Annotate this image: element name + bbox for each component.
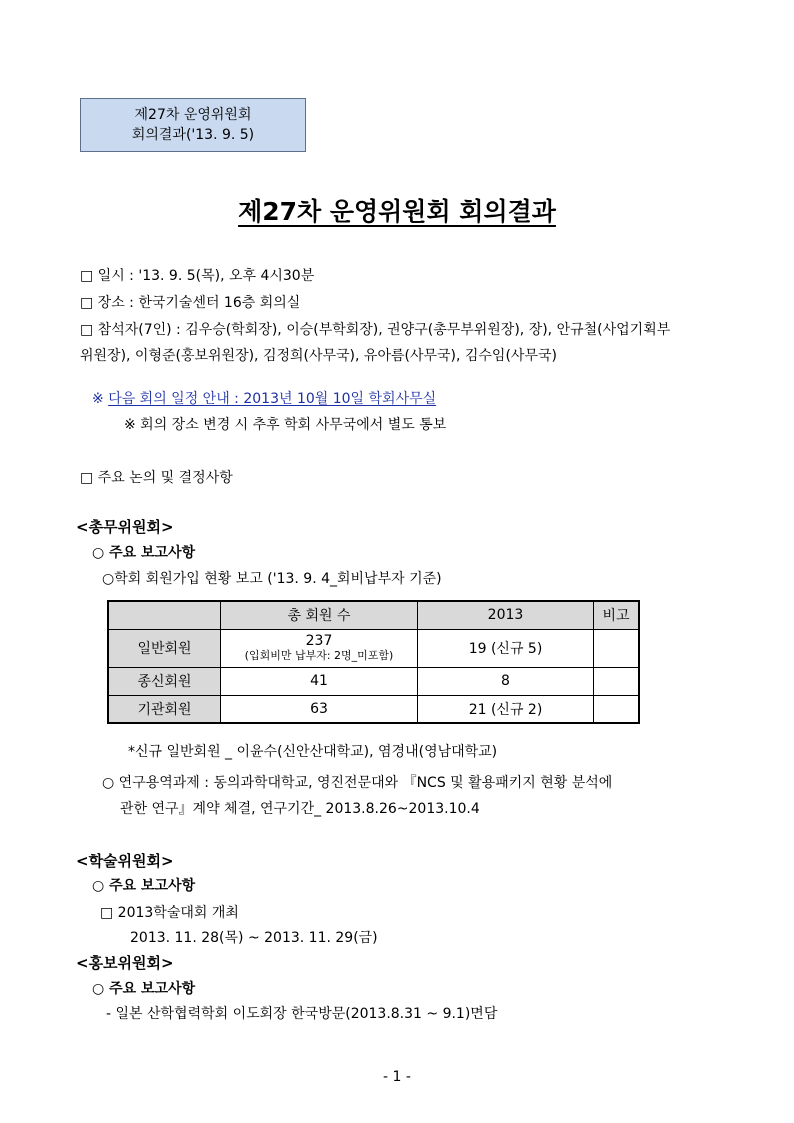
member-total-cell bbox=[221, 629, 418, 667]
tag-line-2: 회의결과('13. 9. 5) bbox=[131, 127, 255, 143]
reference-mark-icon: ※ bbox=[92, 391, 104, 407]
member-2013-cell: 8 bbox=[418, 667, 594, 695]
table-row bbox=[108, 695, 639, 723]
conference-line: □ 2013학술대회 개최 bbox=[100, 905, 239, 921]
table-header-row bbox=[108, 601, 639, 629]
pr-report-heading: ○ 주요 보고사항 bbox=[92, 981, 196, 997]
table-row bbox=[108, 667, 639, 695]
new-members-note: *신규 일반회원 _ 이윤수(신안산대학교), 염경내(영남대학교) bbox=[128, 744, 498, 760]
member-note-cell bbox=[594, 629, 640, 667]
member-type-cell: 종신회원 bbox=[108, 667, 221, 695]
member-total-note: (입회비만 납부자: 2명_미포함) bbox=[244, 649, 394, 662]
next-meeting-notice bbox=[92, 389, 436, 409]
table-row bbox=[108, 629, 639, 667]
academic-report-heading: ○ 주요 보고사항 bbox=[92, 878, 196, 894]
member-2013-cell: 21 (신규 2) bbox=[418, 695, 594, 723]
conference-dates: 2013. 11. 28(목) ~ 2013. 11. 29(금) bbox=[130, 930, 378, 946]
general-affairs-report-heading: ○ 주요 보고사항 bbox=[92, 545, 196, 561]
venue-change-notice: ※ 회의 장소 변경 시 추후 학회 사무국에서 별도 통보 bbox=[124, 417, 447, 433]
pr-heading: <홍보위원회> bbox=[76, 954, 174, 972]
next-meeting-link[interactable]: 다음 회의 일정 안내 : 2013년 10월 10일 학회사무실 bbox=[108, 391, 437, 407]
table-header-cell: 총 회원 수 bbox=[221, 601, 418, 629]
member-note-cell bbox=[594, 695, 640, 723]
member-2013-cell: 19 (신규 5) bbox=[418, 629, 594, 667]
member-type-cell: 기관회원 bbox=[108, 695, 221, 723]
member-total-cell: 41 bbox=[221, 667, 418, 695]
member-total-value: 237 bbox=[305, 633, 333, 649]
attendees-line-2: 위원장), 이형준(홍보위원장), 김정희(사무국), 유아름(사무국), 김수임(사무국) bbox=[80, 348, 557, 364]
research-contract-line-1: ○ 연구용역과제 : 동의과학대학교, 영진전문대와 『NCS 및 활용패키지 현황 분석에 bbox=[102, 775, 613, 791]
table-header-cell bbox=[108, 601, 221, 629]
general-affairs-heading: <총무위원회> bbox=[76, 518, 174, 536]
meeting-datetime: □ 일시 : '13. 9. 5(목), 오후 4시30분 bbox=[80, 268, 315, 284]
page-number: - 1 - bbox=[383, 1069, 411, 1085]
table-header-cell: 2013 bbox=[418, 601, 594, 629]
academic-heading: <학술위원회> bbox=[76, 852, 174, 870]
tag-line-1: 제27차 운영위원회 bbox=[134, 107, 252, 123]
document-tag-box bbox=[80, 98, 306, 152]
member-total-cell: 63 bbox=[221, 695, 418, 723]
membership-table bbox=[107, 600, 640, 724]
table-header-cell: 비고 bbox=[594, 601, 640, 629]
page-title: 제27차 운영위원회 회의결과 bbox=[238, 197, 556, 226]
pr-visit-line: - 일본 산학협력학회 이도회장 한국방문(2013.8.31 ~ 9.1)면담 bbox=[106, 1006, 498, 1022]
research-contract-line-2: 관한 연구』계약 체결, 연구기간_ 2013.8.26~2013.10.4 bbox=[120, 801, 480, 817]
membership-report-line: ○학회 회원가입 현황 보고 ('13. 9. 4_회비납부자 기준) bbox=[102, 571, 442, 587]
meeting-place: □ 장소 : 한국기술센터 16층 회의실 bbox=[80, 295, 301, 311]
agenda-heading: □ 주요 논의 및 결정사항 bbox=[80, 470, 233, 486]
member-note-cell bbox=[594, 667, 640, 695]
attendees-line-1: □ 참석자(7인) : 김우승(학회장), 이승(부학회장), 권양구(총무부위원장), 장), 안규철(사업기획부 bbox=[80, 322, 671, 338]
member-type-cell: 일반회원 bbox=[108, 629, 221, 667]
